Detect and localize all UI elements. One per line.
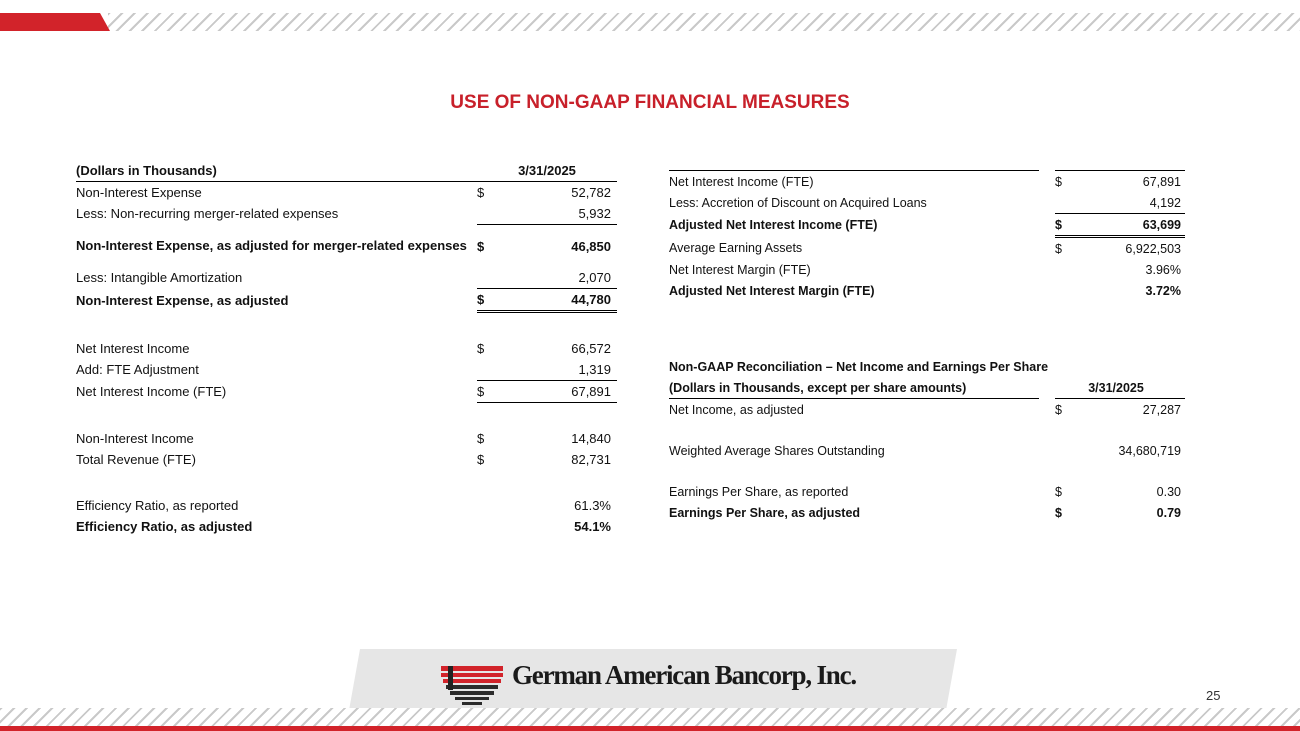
dollar-sign: $ xyxy=(1055,214,1069,237)
row-label: Total Revenue (FTE) xyxy=(76,452,196,467)
table-row xyxy=(669,280,1185,301)
table-row xyxy=(76,428,617,449)
row-value: 67,891 xyxy=(492,381,617,403)
row-label: Non-Interest Income xyxy=(76,431,194,446)
german-american-flag-mark-icon xyxy=(441,666,503,706)
row-label: Non-Interest Expense, as adjusted for merger-related expenses xyxy=(76,238,467,254)
dollar-sign: $ xyxy=(1055,402,1062,417)
row-label: Net Income, as adjusted xyxy=(669,402,804,417)
row-label: Less: Accretion of Discount on Acquired Loans xyxy=(669,195,927,210)
dollar-sign xyxy=(477,203,492,225)
row-value: 34,680,719 xyxy=(1118,443,1181,458)
bottom-red-bar xyxy=(0,726,1300,731)
company-logo-text: German American Bancorp, Inc. xyxy=(512,660,856,690)
top-red-tab xyxy=(0,13,110,31)
row-label: Net Interest Income (FTE) xyxy=(76,384,227,399)
table-row xyxy=(76,338,617,359)
row-value: 82,731 xyxy=(571,452,611,467)
dollar-sign xyxy=(1055,259,1069,280)
bottom-decorative-stripe xyxy=(0,708,1300,726)
dollar-sign: $ xyxy=(1055,171,1069,193)
table-row xyxy=(76,182,617,204)
table-row xyxy=(76,381,617,403)
page-title: USE OF NON-GAAP FINANCIAL MEASURES xyxy=(450,92,850,113)
top-decorative-stripe xyxy=(108,13,1300,31)
table-row xyxy=(669,214,1185,237)
table-row xyxy=(76,267,617,289)
row-label: Average Earning Assets xyxy=(669,240,803,255)
dollar-sign xyxy=(1055,280,1069,301)
dollar-sign: $ xyxy=(1055,484,1062,499)
table-row xyxy=(76,516,617,537)
dollar-sign: $ xyxy=(477,452,485,467)
page-number: 25 xyxy=(1206,688,1221,703)
row-label: Net Interest Margin (FTE) xyxy=(669,262,811,277)
table-row xyxy=(76,359,617,381)
row-value: 5,932 xyxy=(492,203,617,225)
row-value: 1,319 xyxy=(492,359,617,381)
row-label: Adjusted Net Interest Margin (FTE) xyxy=(669,283,875,298)
row-label: Add: FTE Adjustment xyxy=(76,362,199,378)
row-label: Less: Non-recurring merger-related expenses xyxy=(76,206,339,222)
net-interest-margin-table xyxy=(669,170,1185,301)
row-label: Earnings Per Share, as reported xyxy=(669,484,849,499)
table-row xyxy=(669,502,1185,523)
table-title-row xyxy=(669,356,1185,377)
table-row xyxy=(669,440,1185,461)
table-row xyxy=(669,237,1185,260)
dollar-sign: $ xyxy=(477,431,485,446)
table-row xyxy=(669,171,1185,193)
row-value: 46,850 xyxy=(571,238,611,254)
table-row xyxy=(669,259,1185,280)
table-row xyxy=(76,495,617,516)
header-label: (Dollars in Thousands, except per share amounts) xyxy=(669,377,1039,399)
dollar-sign xyxy=(477,359,492,381)
row-value: 2,070 xyxy=(492,267,617,289)
row-value: 6,922,503 xyxy=(1125,241,1181,256)
dollar-sign xyxy=(1055,192,1069,214)
dollar-sign xyxy=(1055,440,1069,461)
row-label: Weighted Average Shares Outstanding xyxy=(669,443,885,458)
row-value: 52,782 xyxy=(571,185,611,200)
row-value: 27,287 xyxy=(1142,402,1181,417)
row-label: Net Interest Income xyxy=(76,341,190,356)
table-title: Non-GAAP Reconciliation – Net Income and Earnings Per Share xyxy=(669,359,1049,374)
row-label: Net Interest Income (FTE) xyxy=(669,171,1039,193)
efficiency-ratio-table xyxy=(76,160,617,537)
row-value: 4,192 xyxy=(1069,192,1185,214)
row-label: Non-Interest Expense xyxy=(76,185,202,200)
row-label: Adjusted Net Interest Income (FTE) xyxy=(669,218,878,232)
row-value: 3.96% xyxy=(1145,262,1181,277)
row-label: Efficiency Ratio, as adjusted xyxy=(76,519,253,534)
table-header-row xyxy=(669,377,1185,399)
table-row xyxy=(76,289,617,312)
row-value: 66,572 xyxy=(571,341,611,356)
header-date: 3/31/2025 xyxy=(477,160,617,182)
table-header-row xyxy=(76,160,617,182)
row-label: Earnings Per Share, as adjusted xyxy=(669,505,861,520)
table-row xyxy=(669,481,1185,502)
table-row xyxy=(76,449,617,470)
row-label: Non-Interest Expense, as adjusted xyxy=(76,292,289,308)
dollar-sign: $ xyxy=(477,341,485,356)
dollar-sign: $ xyxy=(477,238,485,254)
table-row xyxy=(76,203,617,225)
dollar-sign xyxy=(477,516,492,537)
row-value: 67,891 xyxy=(1069,171,1185,193)
row-value: 14,840 xyxy=(571,431,611,446)
dollar-sign: $ xyxy=(477,289,492,312)
row-value: 0.30 xyxy=(1156,484,1181,499)
table-row xyxy=(76,225,617,268)
table-row xyxy=(669,192,1185,214)
row-value: 0.79 xyxy=(1156,505,1181,520)
dollar-sign: $ xyxy=(477,185,485,200)
eps-reconciliation-table xyxy=(669,356,1185,523)
row-value: 44,780 xyxy=(492,289,617,312)
dollar-sign xyxy=(477,495,492,516)
row-label: Efficiency Ratio, as reported xyxy=(76,498,239,513)
dollar-sign: $ xyxy=(1055,241,1062,256)
row-value: 3.72% xyxy=(1145,283,1181,298)
row-value: 54.1% xyxy=(574,519,611,534)
dollar-sign xyxy=(477,267,492,289)
header-date: 3/31/2025 xyxy=(1055,377,1185,399)
dollar-sign: $ xyxy=(1055,505,1062,520)
table-row xyxy=(669,399,1185,421)
header-label: (Dollars in Thousands) xyxy=(76,160,467,182)
row-value: 61.3% xyxy=(574,498,611,513)
dollar-sign: $ xyxy=(477,381,492,403)
row-value: 63,699 xyxy=(1069,214,1185,237)
row-label: Less: Intangible Amortization xyxy=(76,270,243,286)
